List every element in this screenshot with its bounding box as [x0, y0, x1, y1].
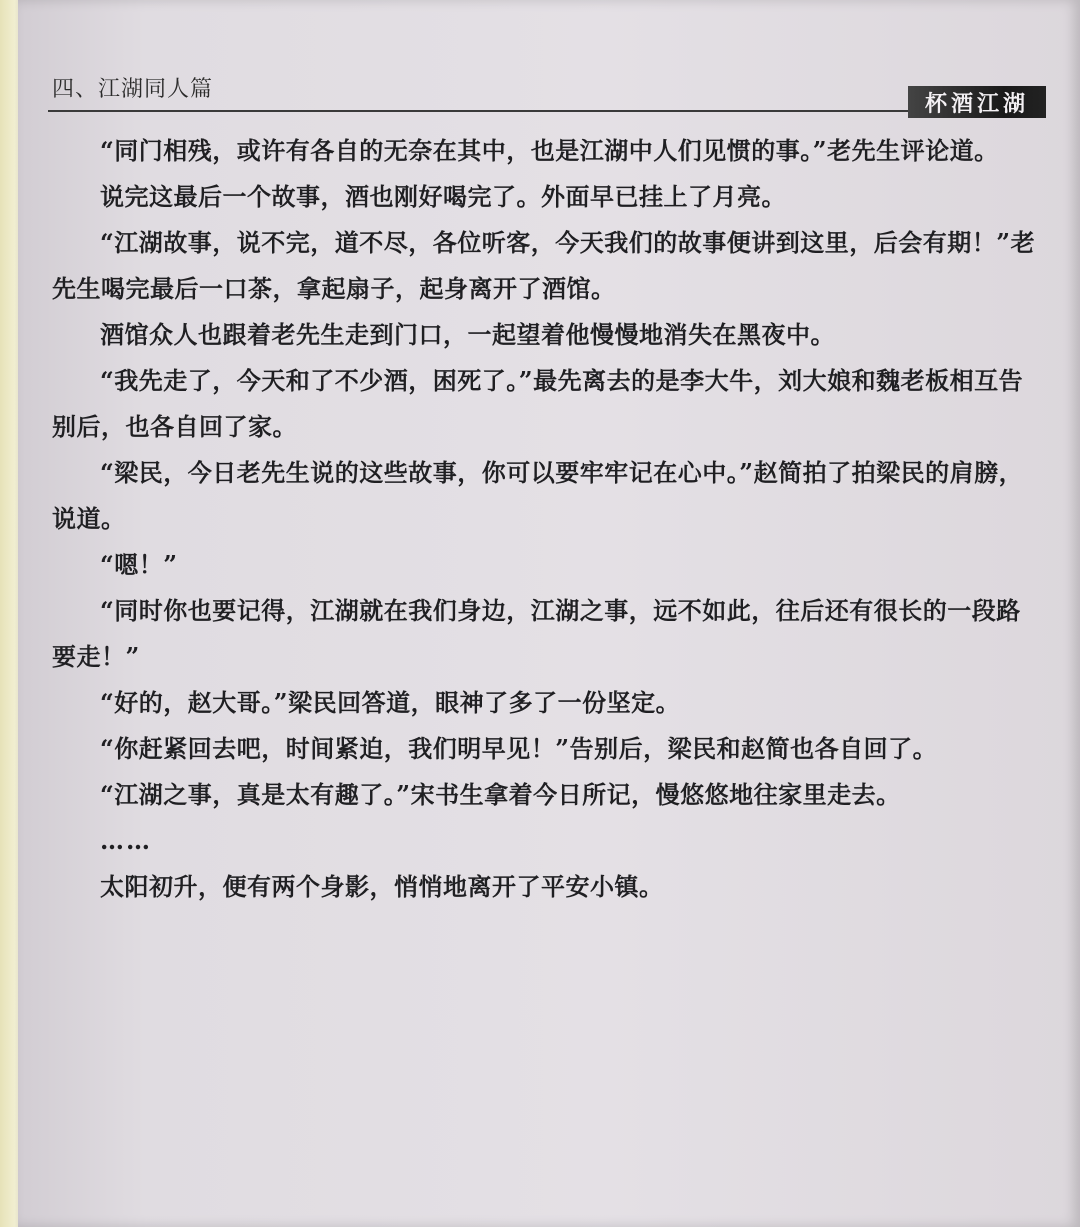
paragraph: “你赶紧回去吧，时间紧迫，我们明早见！”告别后，梁民和赵简也各自回了。 — [100, 734, 938, 763]
paragraph: “同时你也要记得，江湖就在我们身边，江湖之事，远不如此，往后还有很长的一段路要走！” — [52, 596, 1021, 671]
paragraph: “同门相残，或许有各自的无奈在其中，也是江湖中人们见惯的事。”老先生评论道。 — [100, 136, 999, 165]
paragraph: “我先走了，今天和了不少酒，困死了。”最先离去的是李大牛，刘大娘和魏老板相互告别后，也各自回了家。 — [52, 366, 1024, 441]
chapter-title: 四、江湖同人篇 — [52, 77, 214, 102]
paragraph: 说完这最后一个故事，酒也刚好喝完了。外面早已挂上了月亮。 — [100, 182, 786, 211]
paragraph: “江湖故事，说不完，道不尽，各位听客，今天我们的故事便讲到这里，后会有期！”老先生喝完最后一口茶，拿起扇子，起身离开了酒馆。 — [52, 228, 1036, 303]
paragraph: “好的，赵大哥。”梁民回答道，眼神了多了一份坚定。 — [100, 688, 681, 717]
book-title-badge: 杯酒江湖 — [908, 86, 1046, 118]
paragraph: “嗯！” — [100, 550, 178, 579]
paragraph: 酒馆众人也跟着老先生走到门口，一起望着他慢慢地消失在黑夜中。 — [100, 320, 835, 349]
paragraph: “梁民，今日老先生说的这些故事，你可以要牢牢记在心中。”赵简拍了拍梁民的肩膀，说道。 — [52, 458, 1024, 533]
section-break-ellipsis: …… — [100, 826, 152, 855]
paragraph: “江湖之事，真是太有趣了。”宋书生拿着今日所记，慢悠悠地往家里走去。 — [100, 780, 901, 809]
page-body — [52, 128, 1042, 910]
page-header — [36, 64, 1046, 124]
paragraph: 太阳初升，便有两个身影，悄悄地离开了平安小镇。 — [100, 872, 664, 901]
header-rule — [48, 110, 908, 112]
